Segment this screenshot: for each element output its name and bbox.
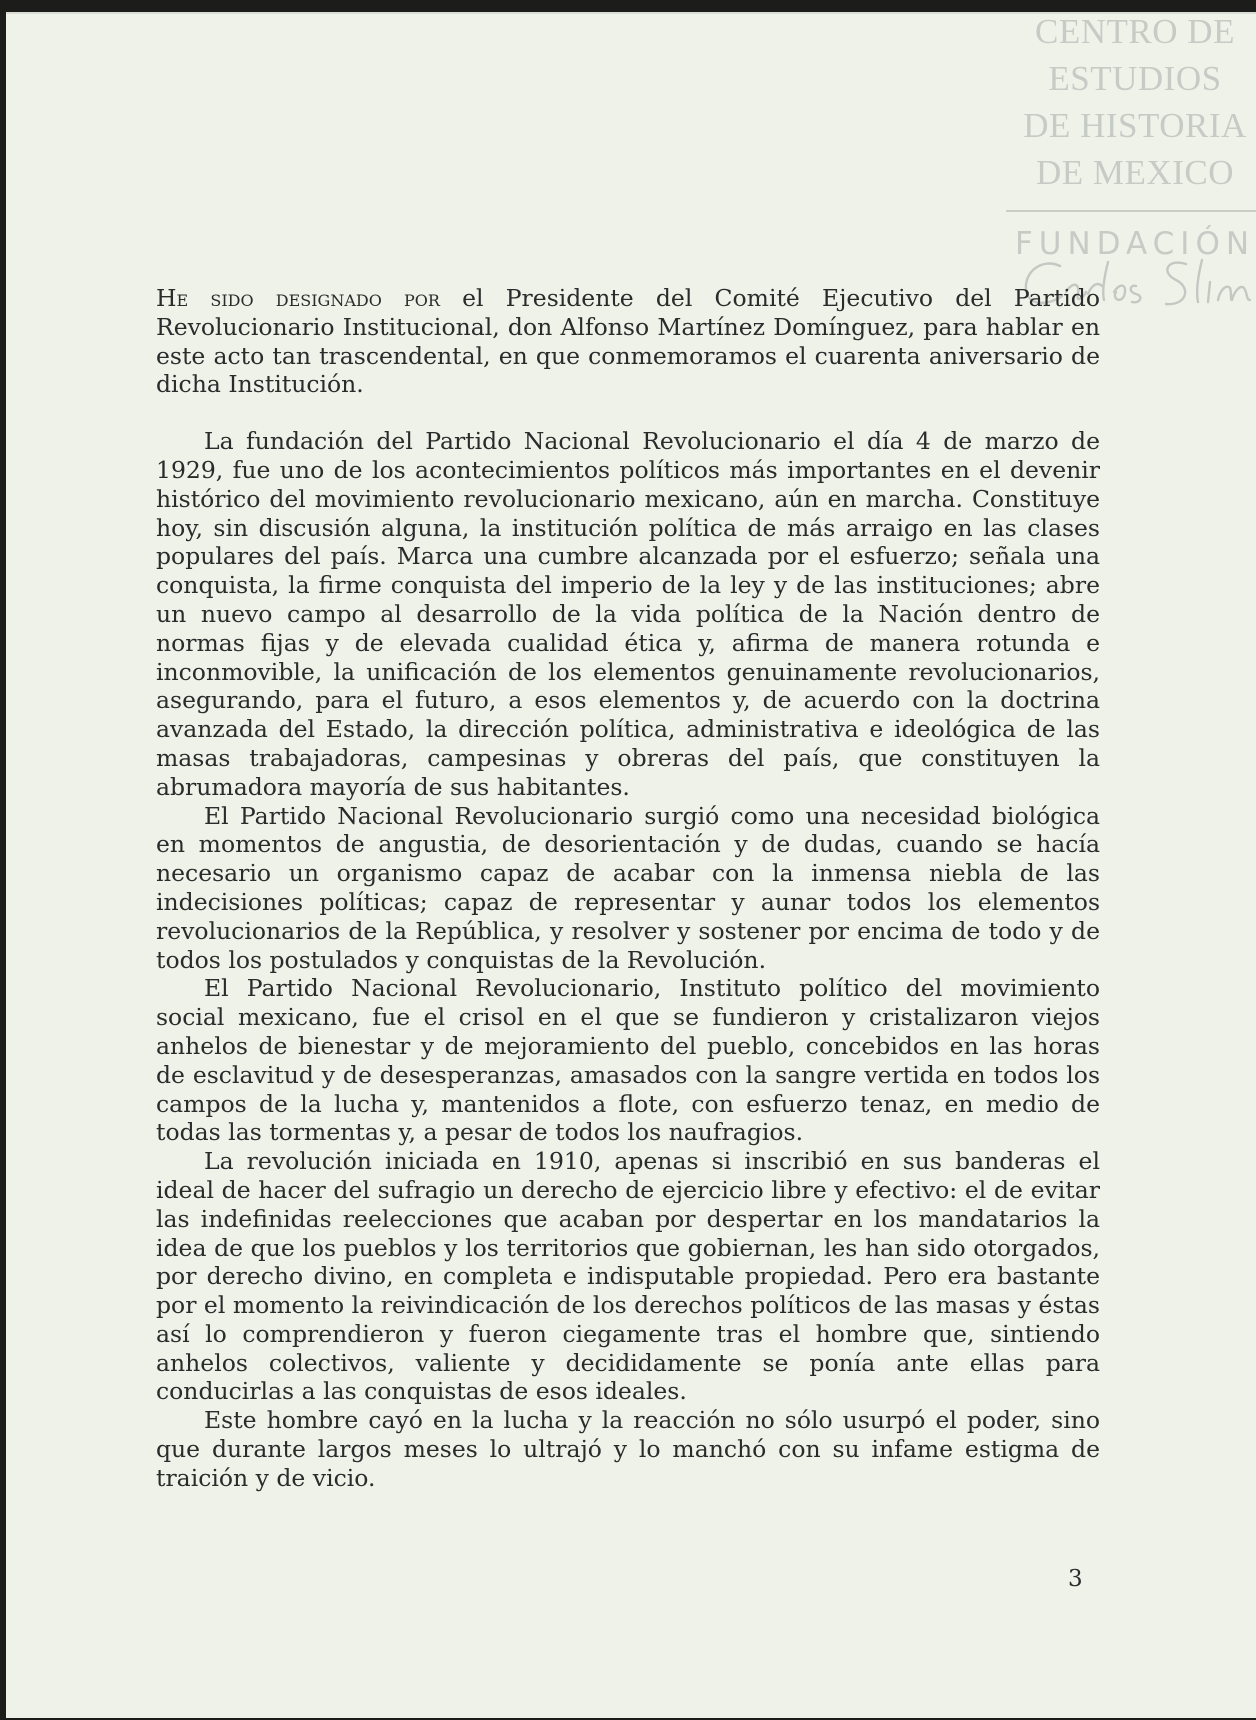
body-paragraph: El Partido Nacional Revolucionario, Instituto político del movimiento social mexicano, fue el crisol en el que se fundieron y cristalizaron viejos anhelos de bienestar y de mejoramiento del pueblo, concebidos en las horas de esclavitud y de desesperanzas, amasados con la sangre vertida en todos los campos de la lucha y, mantenidos a flote, con esfuerzo tenaz, en medio de todas las tormentas y, a pesar de todos los naufragios.: [156, 974, 1100, 1147]
body-paragraph: La revolución iniciada en 1910, apenas si inscribió en sus banderas el ideal de hacer del sufragio un derecho de ejercicio libre y efectivo: el de evitar las indefinidas reelecciones que acaban por despertar en los mandatarios la idea de que los pueblos y los territorios que gobiernan, les han sido otorgados, por derecho divino, en completa e indisputable propiedad. Pero era bastante por el momento la reivindicación de los derechos políticos de las masas y éstas así lo comprendieron y fueron ciegamente tras el hombre que, sintiendo anhelos colectivos, valiente y decididamente se ponía ante ellas para conducirlas a las conquistas de esos ideales.: [156, 1147, 1100, 1406]
page-number: 3: [1068, 1566, 1083, 1592]
watermark-institution: [1000, 8, 1256, 196]
body-paragraph: El Partido Nacional Revolucionario surgió como una necesidad biológica en momentos de angustia, de desorientación y de dudas, cuando se hacía necesario un organismo capaz de acabar con la inmensa niebla de las indecisiones políticas; capaz de representar y aunar todos los elementos revolucionarios de la República, y resolver y sostener por encima de todo y de todos los postulados y conquistas de la Revolución.: [156, 801, 1100, 974]
opening-paragraph: [156, 284, 1100, 399]
watermark-line: CENTRO DE: [1035, 12, 1235, 51]
document-body: [156, 284, 1100, 1493]
watermark-fundacion: FUNDACIÓN: [1014, 226, 1256, 262]
body-paragraph: La fundación del Partido Nacional Revolucionario el día 4 de marzo de 1929, fue uno de los acontecimientos políticos más importantes en el devenir histórico del movimiento revolucionario mexicano, aún en marcha. Constituye hoy, sin discusión alguna, la institución política de más arraigo en las clases populares del país. Marca una cumbre alcanzada por el esfuerzo; señala una conquista, la firme conquista del imperio de la ley y de las instituciones; abre un nuevo campo al desarrollo de la vida política de la Nación dentro de normas fijas y de elevada cualidad ética y, afirma de manera rotunda e inconmovible, la unificación de los elementos genuinamente revolucionarios, asegurando, para el futuro, a esos elementos y, de acuerdo con la doctrina avanzada del Estado, la dirección política, administrativa e ideológica de las masas trabajadoras, campesinas y obreras del país, que constituyen la abrumadora mayoría de sus habitantes.: [156, 427, 1100, 801]
opening-lead: He sido designado por: [156, 284, 440, 312]
document-page: [6, 12, 1256, 1718]
watermark-line: DE MEXICO: [1036, 153, 1234, 192]
watermark-divider: [1006, 210, 1256, 212]
body-paragraph: Este hombre cayó en la lucha y la reacción no sólo usurpó el poder, sino que durante largos meses lo ultrajó y lo manchó con su infame estigma de traición y de vicio.: [156, 1406, 1100, 1492]
watermark-line: ESTUDIOS: [1048, 59, 1222, 98]
watermark-line: DE HISTORIA: [1023, 106, 1247, 145]
opening-text: el Presidente del Comité Ejecutivo del Partido Revolucionario Institucional, don Alfonso Martínez Domínguez, para hablar en este acto tan trascendental, en que conmemoramos el cuarenta aniversario de dicha Institución.: [156, 284, 1100, 399]
